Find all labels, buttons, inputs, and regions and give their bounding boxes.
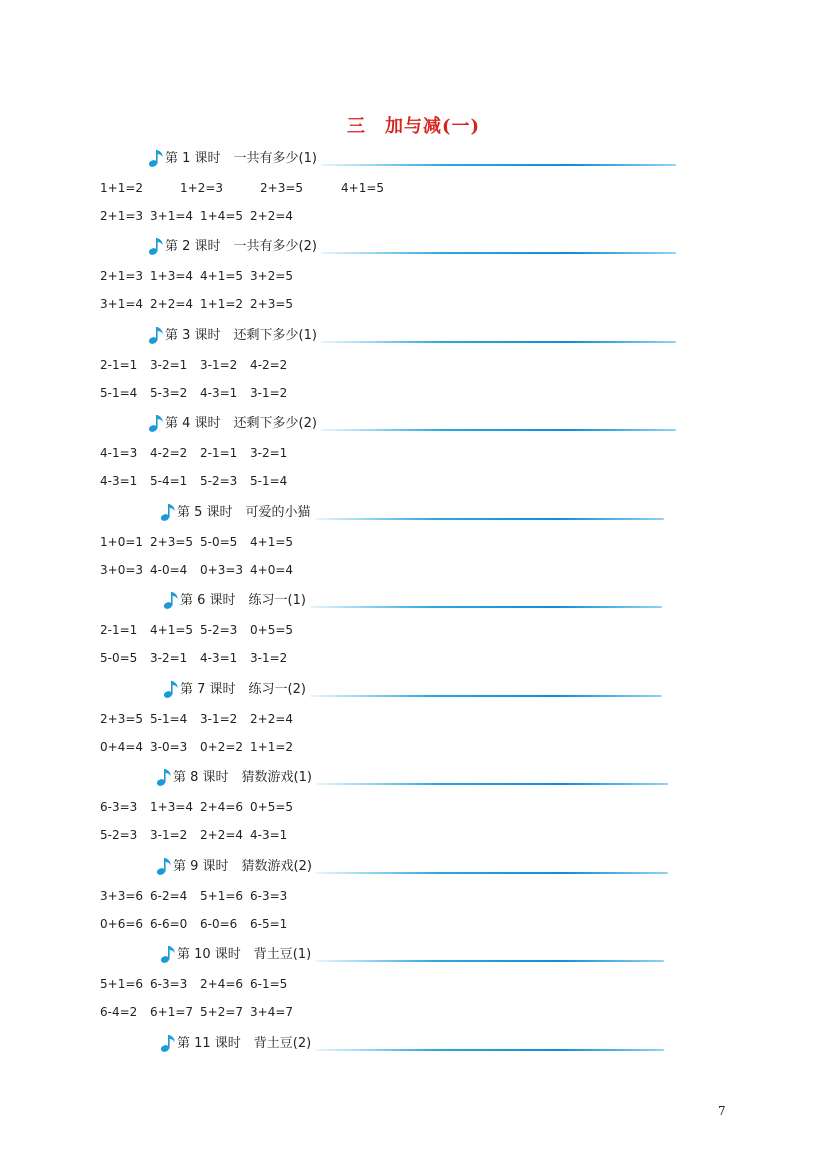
equation: 4-3=1 — [100, 474, 138, 488]
lesson-divider — [321, 164, 676, 166]
equation: 0+2=2 — [200, 740, 244, 754]
equation: 1+3=4 — [150, 269, 194, 283]
lesson-header — [160, 500, 664, 522]
lesson-divider — [316, 783, 668, 785]
equation: 3-1=2 — [200, 712, 238, 726]
equation: 5-1=4 — [100, 386, 138, 400]
equation: 3+1=4 — [150, 209, 194, 223]
lesson-header — [148, 146, 676, 168]
equation: 0+4=4 — [100, 740, 144, 754]
equation: 5+1=6 — [100, 977, 144, 991]
music-note-icon — [163, 679, 179, 699]
equation: 3-1=2 — [200, 358, 238, 372]
equation: 2+3=5 — [260, 181, 304, 195]
equation: 2-1=1 — [100, 623, 138, 637]
equation: 6-3=3 — [250, 889, 288, 903]
equation: 1+1=2 — [250, 740, 294, 754]
equation: 6-5=1 — [250, 917, 288, 931]
music-note-icon — [163, 590, 179, 610]
equation: 4+1=5 — [150, 623, 194, 637]
equation: 4+1=5 — [200, 269, 244, 283]
equation: 2+2=4 — [250, 209, 294, 223]
equation: 5+1=6 — [200, 889, 244, 903]
equation: 6-2=4 — [150, 889, 188, 903]
lesson-header — [148, 323, 676, 345]
lesson-title: 第 1 课时 一共有多少(1) — [165, 151, 317, 166]
equation: 0+3=3 — [200, 563, 244, 577]
lesson-divider — [315, 518, 664, 520]
equation: 3+0=3 — [100, 563, 144, 577]
equation: 4-0=4 — [150, 563, 188, 577]
lesson-header — [156, 854, 668, 876]
equation: 4-1=3 — [100, 446, 138, 460]
equation: 2+2=4 — [250, 712, 294, 726]
lesson-divider — [315, 1049, 664, 1051]
equation: 2-1=1 — [200, 446, 238, 460]
lesson-title: 第 2 课时 一共有多少(2) — [165, 239, 317, 254]
music-note-icon — [160, 1033, 176, 1053]
equation: 5-0=5 — [100, 651, 138, 665]
lesson-title: 第 3 课时 还剩下多少(1) — [165, 328, 317, 343]
equation: 2+1=3 — [100, 269, 144, 283]
equation: 6-3=3 — [150, 977, 188, 991]
equation: 5-2=3 — [200, 474, 238, 488]
music-note-icon — [148, 236, 164, 256]
equation: 6-3=3 — [100, 800, 138, 814]
equation: 3-2=1 — [250, 446, 288, 460]
lesson-header — [148, 411, 676, 433]
equation: 1+1=2 — [100, 181, 144, 195]
lesson-header — [163, 677, 662, 699]
equation: 2+3=5 — [100, 712, 144, 726]
equation: 5-1=4 — [250, 474, 288, 488]
equation: 1+1=2 — [200, 297, 244, 311]
equation: 5-1=4 — [150, 712, 188, 726]
lesson-title: 第 11 课时 背土豆(2) — [177, 1036, 312, 1051]
lesson-divider — [315, 960, 664, 962]
equation: 4-3=1 — [200, 386, 238, 400]
equation: 4-2=2 — [150, 446, 188, 460]
lesson-divider — [321, 341, 676, 343]
equation: 2+3=5 — [150, 535, 194, 549]
equation: 3-2=1 — [150, 651, 188, 665]
equation: 2-1=1 — [100, 358, 138, 372]
lesson-divider — [321, 429, 676, 431]
equation: 3+4=7 — [250, 1005, 294, 1019]
equation: 6+1=7 — [150, 1005, 194, 1019]
equation: 4+1=5 — [341, 181, 385, 195]
equation: 2+2=4 — [150, 297, 194, 311]
equation: 0+5=5 — [250, 623, 294, 637]
equation: 5-0=5 — [200, 535, 238, 549]
equation: 2+4=6 — [200, 800, 244, 814]
lesson-divider — [321, 252, 676, 254]
equation: 1+4=5 — [200, 209, 244, 223]
lesson-divider — [310, 606, 662, 608]
lesson-header — [160, 1031, 664, 1053]
lesson-title: 第 5 课时 可爱的小猫 — [177, 505, 311, 520]
lesson-title: 第 6 课时 练习一(1) — [180, 593, 306, 608]
equation: 5-2=3 — [200, 623, 238, 637]
equation: 0+6=6 — [100, 917, 144, 931]
equation: 6-0=6 — [200, 917, 238, 931]
music-note-icon — [156, 767, 172, 787]
equation: 4-3=1 — [200, 651, 238, 665]
music-note-icon — [160, 502, 176, 522]
equation: 5+2=7 — [200, 1005, 244, 1019]
equation: 3+2=5 — [250, 269, 294, 283]
equation: 3-0=3 — [150, 740, 188, 754]
lesson-divider — [316, 872, 668, 874]
equation: 2+1=3 — [100, 209, 144, 223]
equation: 3-1=2 — [150, 828, 188, 842]
music-note-icon — [148, 413, 164, 433]
equation: 2+3=5 — [250, 297, 294, 311]
equation: 3-1=2 — [250, 651, 288, 665]
music-note-icon — [160, 944, 176, 964]
page-title: 三 加与减(一) — [346, 116, 481, 137]
equation: 2+4=6 — [200, 977, 244, 991]
lesson-header — [163, 588, 662, 610]
equation: 4+1=5 — [250, 535, 294, 549]
equation: 3-1=2 — [250, 386, 288, 400]
equation: 3-2=1 — [150, 358, 188, 372]
lesson-title: 第 4 课时 还剩下多少(2) — [165, 416, 317, 431]
equation: 4-2=2 — [250, 358, 288, 372]
equation: 5-2=3 — [100, 828, 138, 842]
equation: 1+3=4 — [150, 800, 194, 814]
lesson-title: 第 9 课时 猜数游戏(2) — [173, 859, 312, 874]
lesson-header — [156, 765, 668, 787]
lesson-header — [148, 234, 676, 256]
music-note-icon — [156, 856, 172, 876]
equation: 4-3=1 — [250, 828, 288, 842]
equation: 5-4=1 — [150, 474, 188, 488]
page-number: 7 — [718, 1104, 726, 1118]
equation: 1+2=3 — [180, 181, 224, 195]
music-note-icon — [148, 148, 164, 168]
lesson-title: 第 10 课时 背土豆(1) — [177, 947, 312, 962]
equation: 3+1=4 — [100, 297, 144, 311]
equation: 0+5=5 — [250, 800, 294, 814]
equation: 5-3=2 — [150, 386, 188, 400]
lesson-divider — [310, 695, 662, 697]
equation: 6-4=2 — [100, 1005, 138, 1019]
equation: 2+2=4 — [200, 828, 244, 842]
lesson-title: 第 7 课时 练习一(2) — [180, 682, 306, 697]
equation: 1+0=1 — [100, 535, 144, 549]
equation: 3+3=6 — [100, 889, 144, 903]
lesson-title: 第 8 课时 猜数游戏(1) — [173, 770, 312, 785]
equation: 4+0=4 — [250, 563, 294, 577]
music-note-icon — [148, 325, 164, 345]
equation: 6-6=0 — [150, 917, 188, 931]
equation: 6-1=5 — [250, 977, 288, 991]
lesson-header — [160, 942, 664, 964]
